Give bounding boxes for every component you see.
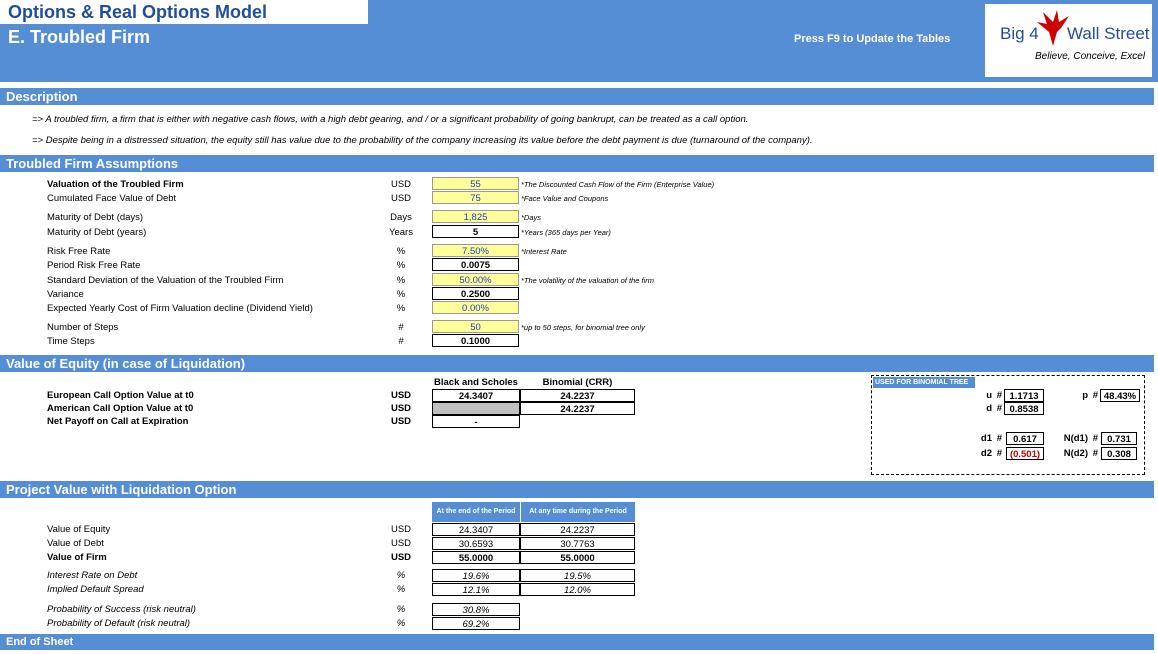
project-any-value: 12.0%	[520, 583, 635, 596]
assumption-unit: #	[398, 336, 404, 347]
equity-binomial-value: 24.2237	[520, 402, 635, 415]
project-any-value: 55.0000	[520, 551, 635, 564]
equity-bs-value: 24.3407	[432, 389, 520, 402]
binomial-nd2-label: N(d2)	[1063, 448, 1088, 459]
assumption-value: 5	[432, 225, 519, 238]
assumption-unit: Years	[389, 227, 413, 238]
assumption-label: Time Steps	[47, 336, 95, 347]
binomial-u-label: u	[986, 390, 992, 401]
assumption-unit: %	[396, 275, 406, 286]
project-label: Value of Equity	[47, 524, 111, 535]
binomial-nd1-value: 0.731	[1101, 432, 1137, 445]
logo-wallstreet: Wall Street	[1067, 24, 1150, 43]
sheet-subtitle: E. Troubled Firm	[8, 27, 151, 47]
assumption-label: Risk Free Rate	[47, 246, 111, 257]
page-title: Options & Real Options Model	[0, 0, 368, 24]
assumption-value[interactable]: 50.00%	[432, 273, 519, 286]
project-label: Probability of Success (risk neutral)	[47, 604, 196, 615]
binomial-d2-value: (0.501)	[1006, 447, 1044, 460]
assumption-note: *Face Value and Coupons	[521, 194, 609, 203]
section-assumptions: Troubled Firm Assumptions	[0, 155, 1154, 172]
project-label: Value of Debt	[47, 538, 104, 549]
f9-note: Press F9 to Update the Tables	[794, 33, 951, 45]
assumption-value: 0.1000	[432, 334, 519, 347]
assumption-value[interactable]: 1,825	[432, 210, 519, 223]
binomial-d1-value: 0.617	[1006, 432, 1044, 445]
assumption-unit: #	[398, 322, 404, 333]
assumption-note: *The volatility of the valuation of the firm	[521, 276, 654, 285]
assumption-value[interactable]: 50	[432, 320, 519, 333]
binomial-d1-hash: #	[996, 433, 1002, 444]
assumption-unit: %	[396, 260, 406, 271]
assumption-value[interactable]: 75	[432, 191, 519, 204]
binomial-u-hash: #	[996, 390, 1002, 401]
project-end-value: 55.0000	[432, 551, 520, 564]
project-unit: USD	[390, 524, 412, 535]
assumption-label: Valuation of the Troubled Firm	[47, 179, 184, 190]
col-any-time: At any time during the Period	[521, 502, 635, 522]
binomial-d-value: 0.8538	[1004, 402, 1044, 415]
logo-tagline: Believe, Conceive, Excel	[1035, 51, 1146, 62]
assumption-label: Variance	[47, 289, 84, 300]
project-end-value: 30.6593	[432, 537, 520, 550]
assumption-label: Maturity of Debt (years)	[47, 227, 147, 238]
col-black-scholes: Black and Scholes	[434, 377, 518, 388]
assumption-note: *Interest Rate	[521, 247, 567, 256]
equity-bs-value: -	[432, 415, 520, 428]
project-end-value: 69.2%	[432, 617, 520, 630]
assumption-note: *up to 50 steps, for binomial tree only	[521, 323, 645, 332]
binomial-d1-label: d1	[980, 433, 992, 444]
assumption-label: Period Risk Free Rate	[47, 260, 141, 271]
project-any-value: 19.5%	[520, 569, 635, 582]
col-binomial: Binomial (CRR)	[542, 377, 613, 388]
assumption-note: *Years (365 days per Year)	[521, 228, 611, 237]
binomial-d-label: d	[986, 403, 992, 414]
binomial-d-hash: #	[996, 403, 1002, 414]
col-end-period: At the end of the Period	[432, 502, 520, 522]
project-unit: USD	[390, 552, 412, 563]
project-unit: %	[396, 584, 406, 595]
binomial-nd2-value: 0.308	[1101, 447, 1137, 460]
project-label: Implied Default Spread	[47, 584, 144, 595]
project-unit: %	[396, 618, 406, 629]
assumption-note: *The Discounted Cash Flow of the Firm (Enterprise Value)	[521, 180, 715, 189]
binomial-nd1-hash: #	[1092, 433, 1098, 444]
assumption-unit: USD	[390, 193, 412, 204]
project-any-value: 24.2237	[520, 523, 635, 536]
assumption-unit: %	[396, 246, 406, 257]
assumption-value[interactable]: 0.00%	[432, 301, 519, 314]
project-unit: %	[396, 570, 406, 581]
project-label: Probability of Default (risk neutral)	[47, 618, 191, 629]
binomial-p-label: p	[1082, 390, 1088, 401]
assumption-unit: %	[396, 303, 406, 314]
binomial-box-label: USED FOR BINOMIAL TREE	[873, 377, 975, 388]
equity-label: American Call Option Value at t0	[47, 403, 194, 414]
equity-unit: USD	[390, 390, 412, 401]
section-equity: Value of Equity (in case of Liquidation)	[0, 355, 1154, 372]
project-any-value: 30.7763	[520, 537, 635, 550]
project-end-value: 19.6%	[432, 569, 520, 582]
binomial-nd1-label: N(d1)	[1063, 433, 1088, 444]
assumption-label: Number of Steps	[47, 322, 119, 333]
project-label: Interest Rate on Debt	[47, 570, 138, 581]
binomial-d2-hash: #	[996, 448, 1002, 459]
project-end-value: 12.1%	[432, 583, 520, 596]
description-line-2: => Despite being in a distressed situation, the equity still has value due to the probability of the company increasing its value before the debt payment is due (turnaround of the company).	[32, 135, 813, 146]
binomial-nd2-hash: #	[1092, 448, 1098, 459]
equity-label: European Call Option Value at t0	[47, 390, 194, 401]
project-unit: %	[396, 604, 406, 615]
binomial-u-value: 1.1713	[1004, 389, 1044, 402]
assumption-value: 0.0075	[432, 258, 519, 271]
assumption-unit: USD	[390, 179, 412, 190]
assumption-note: *Days	[521, 213, 542, 222]
equity-bs-value	[432, 402, 520, 415]
equity-binomial-value: 24.2237	[520, 389, 635, 402]
assumption-unit: Days	[390, 212, 412, 223]
logo-big4: Big 4	[1000, 24, 1039, 43]
assumption-value[interactable]: 7.50%	[432, 244, 519, 257]
assumption-label: Cumulated Face Value of Debt	[47, 193, 177, 204]
assumption-label: Expected Yearly Cost of Firm Valuation decline (Dividend Yield)	[47, 303, 313, 314]
assumption-unit: %	[396, 289, 406, 300]
company-logo	[985, 4, 1152, 77]
description-line-1: => A troubled firm, a firm that is either with negative cash flows, with a high debt gearing, and / or a significant probability of going bankrupt, can be treated as a call option.	[32, 114, 749, 125]
section-project: Project Value with Liquidation Option	[0, 481, 1154, 498]
equity-unit: USD	[390, 416, 412, 427]
assumption-label: Maturity of Debt (days)	[47, 212, 144, 223]
binomial-p-hash: #	[1092, 390, 1098, 401]
equity-unit: USD	[390, 403, 412, 414]
project-end-value: 30.8%	[432, 603, 520, 616]
assumption-label: Standard Deviation of the Valuation of the Troubled Firm	[47, 275, 284, 286]
binomial-p-value: 48.43%	[1100, 389, 1140, 402]
footer: End of Sheet	[0, 634, 1154, 650]
section-description: Description	[0, 88, 1154, 105]
project-label: Value of Firm	[47, 552, 107, 563]
equity-label: Net Payoff on Call at Expiration	[47, 416, 189, 427]
project-end-value: 24.3407	[432, 523, 520, 536]
assumption-value[interactable]: 55	[432, 177, 519, 190]
binomial-d2-label: d2	[980, 448, 992, 459]
assumption-value: 0.2500	[432, 287, 519, 300]
project-unit: USD	[390, 538, 412, 549]
